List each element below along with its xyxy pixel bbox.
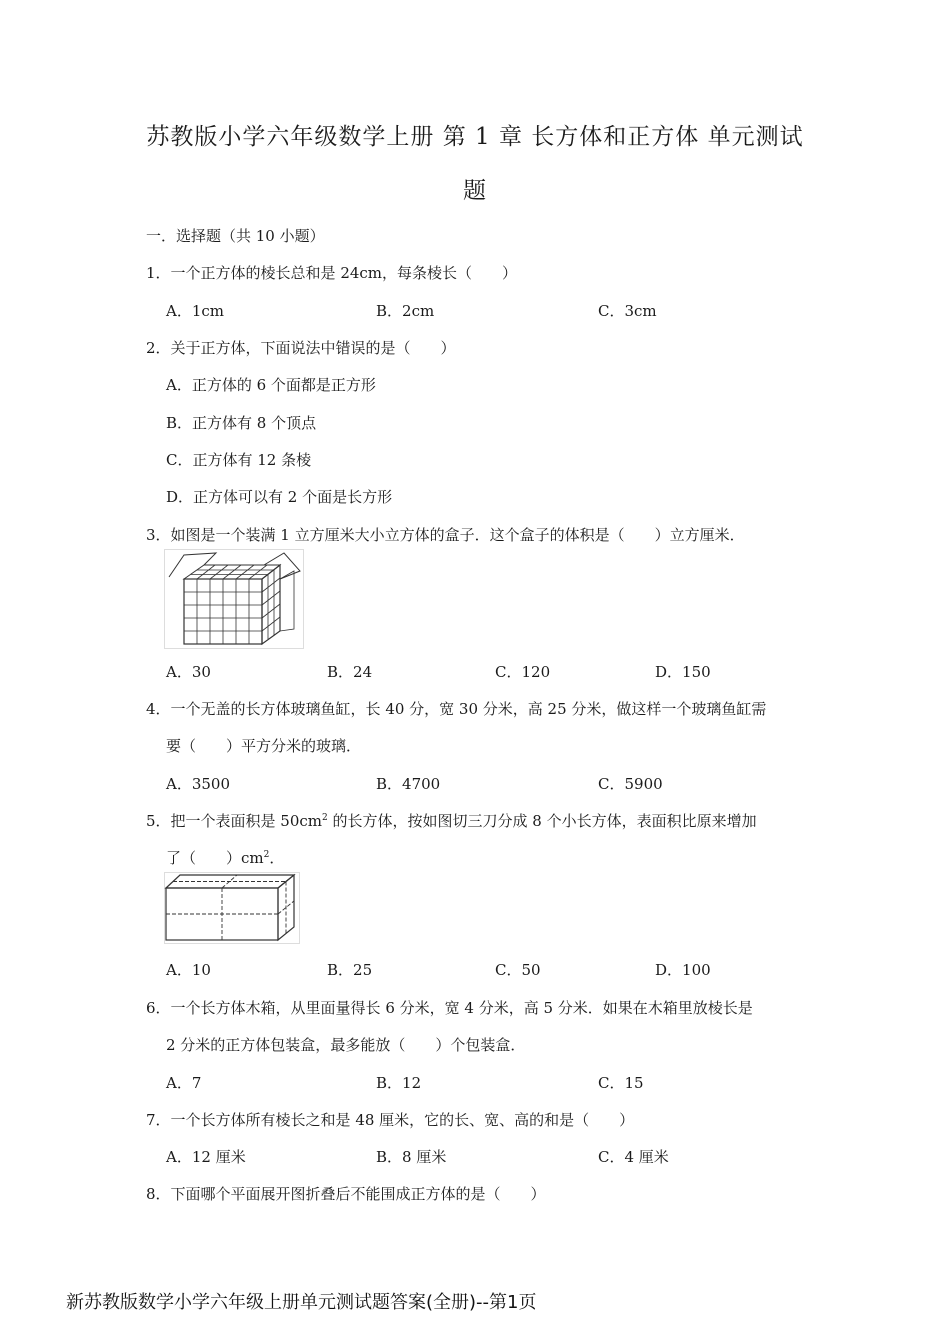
section-heading: 一．选择题（共 10 小题）: [146, 227, 325, 245]
q2-option-b: B．正方体有 8 个顶点: [166, 414, 317, 432]
q4-option-b: B．4700: [376, 775, 441, 793]
q1-option-b: B．2cm: [376, 302, 435, 320]
q5-option-b: B．25: [327, 961, 373, 979]
q4-option-a: A．3500: [166, 775, 231, 793]
question-8: 8．下面哪个平面展开图折叠后不能围成正方体的是（ ）: [146, 1185, 546, 1203]
question-6-cont: 2 分米的正方体包装盒，最多能放（ ）个包装盒．: [166, 1036, 526, 1054]
page-footer: 新苏教版数学小学六年级上册单元测试题答案(全册)--第1页: [66, 1292, 537, 1313]
q1-option-a: A．1cm: [166, 302, 225, 320]
q5-option-d: D．100: [655, 961, 711, 979]
q6-option-a: A．7: [166, 1074, 202, 1092]
question-4: 4．一个无盖的长方体玻璃鱼缸，长 40 分，宽 30 分米，高 25 分米，做这样一个玻璃鱼缸需: [146, 700, 767, 718]
question-5: [146, 810, 757, 831]
question-1: 1．一个正方体的棱长总和是 24cm，每条棱长（ ）: [146, 264, 518, 282]
q5-option-c: C．50: [495, 961, 541, 979]
doc-title-line-1: 苏教版小学六年级数学上册 第 1 章 长方体和正方体 单元测试: [146, 124, 804, 150]
cuboid-cut-figure: [164, 872, 300, 944]
q2-option-a: A．正方体的 6 个面都是正方形: [166, 376, 376, 394]
q6-option-b: B．12: [376, 1074, 422, 1092]
question-4-cont: 要（ ）平方分米的玻璃．: [166, 737, 362, 755]
question-3: 3．如图是一个装满 1 立方厘米大小立方体的盒子．这个盒子的体积是（ ）立方厘米．: [146, 526, 745, 544]
question-2: 2．关于正方体，下面说法中错误的是（ ）: [146, 339, 456, 357]
q6-option-c: C．15: [598, 1074, 644, 1092]
question-5-cont-superscript: 2: [263, 850, 270, 860]
q1-option-c: C．3cm: [598, 302, 657, 320]
question-5-cont-part-a: 了（ ）cm: [166, 849, 264, 867]
question-5-cont-part-b: ．: [269, 849, 285, 867]
q2-option-d: D．正方体可以有 2 个面是长方形: [166, 488, 393, 506]
q2-option-c: C．正方体有 12 条棱: [166, 451, 312, 469]
q5-option-a: A．10: [166, 961, 211, 979]
question-6: 6．一个长方体木箱，从里面量得长 6 分米，宽 4 分米，高 5 分米．如果在木箱里放棱长是: [146, 999, 753, 1017]
question-7: 7．一个长方体所有棱长之和是 48 厘米，它的长、宽、高的和是（ ）: [146, 1111, 635, 1129]
question-5-cont: [166, 847, 284, 868]
q7-option-a: A．12 厘米: [166, 1148, 246, 1166]
question-5-part-a: 5．把一个表面积是 50cm: [146, 812, 323, 830]
doc-title-line-2: 题: [463, 178, 487, 204]
q4-option-c: C．5900: [598, 775, 663, 793]
q3-option-d: D．150: [655, 663, 711, 681]
q3-option-b: B．24: [327, 663, 373, 681]
q3-option-c: C．120: [495, 663, 551, 681]
question-5-superscript: 2: [322, 813, 328, 823]
q3-option-a: A．30: [166, 663, 211, 681]
q7-option-b: B．8 厘米: [376, 1148, 447, 1166]
question-5-part-b: 的长方体，按如图切三刀分成 8 个小长方体，表面积比原来增加: [327, 812, 757, 830]
cube-box-figure: [164, 549, 304, 649]
q7-option-c: C．4 厘米: [598, 1148, 669, 1166]
